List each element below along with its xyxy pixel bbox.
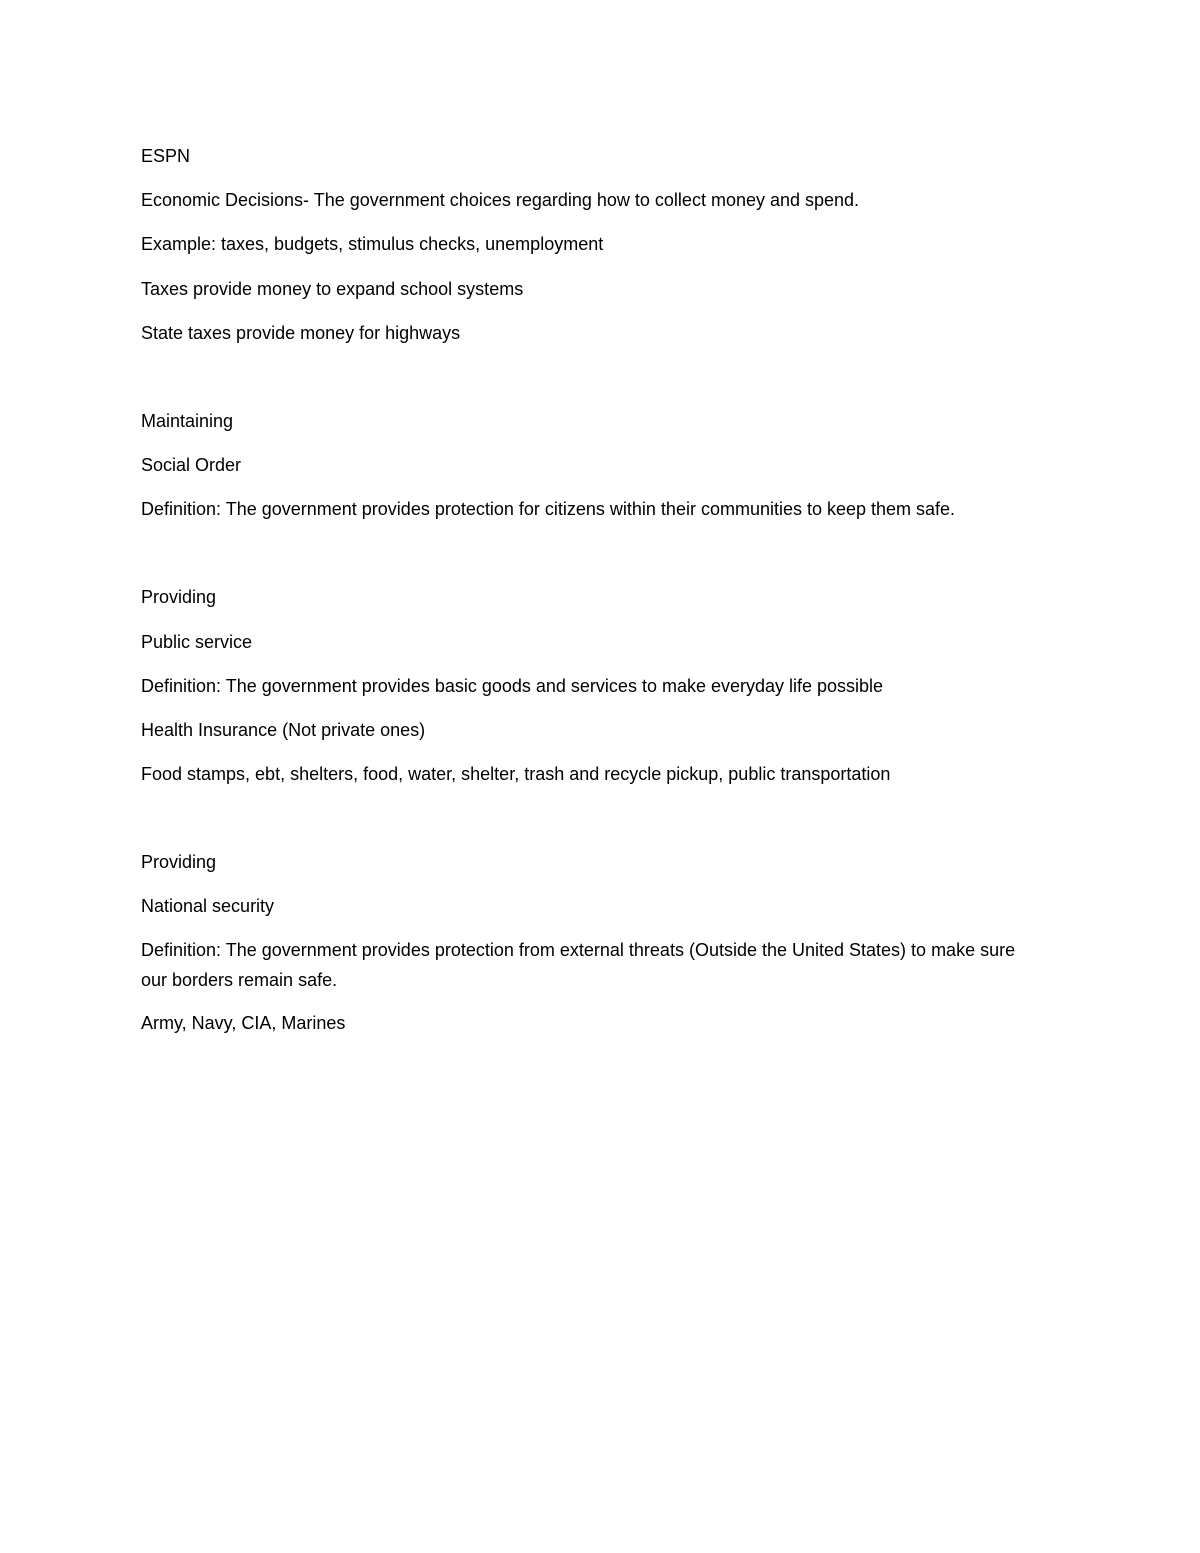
maintaining-heading: Maintaining	[141, 411, 234, 431]
national-security-definition: Definition: The government provides protection from external threats (Outside the United States) to make sure our borders remain safe.	[141, 940, 1016, 990]
health-insurance-example: Health Insurance (Not private ones)	[141, 720, 426, 740]
providing-heading-national: Providing	[141, 852, 217, 872]
public-service-heading: Public service	[141, 632, 253, 652]
economic-decisions-definition: Economic Decisions- The government choices regarding how to collect money and spend.	[141, 190, 860, 210]
taxes-school-note: Taxes provide money to expand school systems	[141, 279, 524, 299]
national-security-heading: National security	[141, 896, 275, 916]
public-service-examples: Food stamps, ebt, shelters, food, water, shelter, trash and recycle pickup, public transportation	[141, 764, 891, 784]
providing-heading-public: Providing	[141, 587, 217, 607]
social-order-heading: Social Order	[141, 455, 242, 475]
public-service-definition: Definition: The government provides basic goods and services to make everyday life possible	[141, 676, 884, 696]
economic-decisions-example: Example: taxes, budgets, stimulus checks, unemployment	[141, 234, 604, 254]
national-security-examples: Army, Navy, CIA, Marines	[141, 1013, 346, 1033]
state-taxes-note: State taxes provide money for highways	[141, 323, 461, 343]
social-order-definition: Definition: The government provides protection for citizens within their communities to keep them safe.	[141, 499, 956, 519]
espn-heading: ESPN	[141, 146, 191, 166]
